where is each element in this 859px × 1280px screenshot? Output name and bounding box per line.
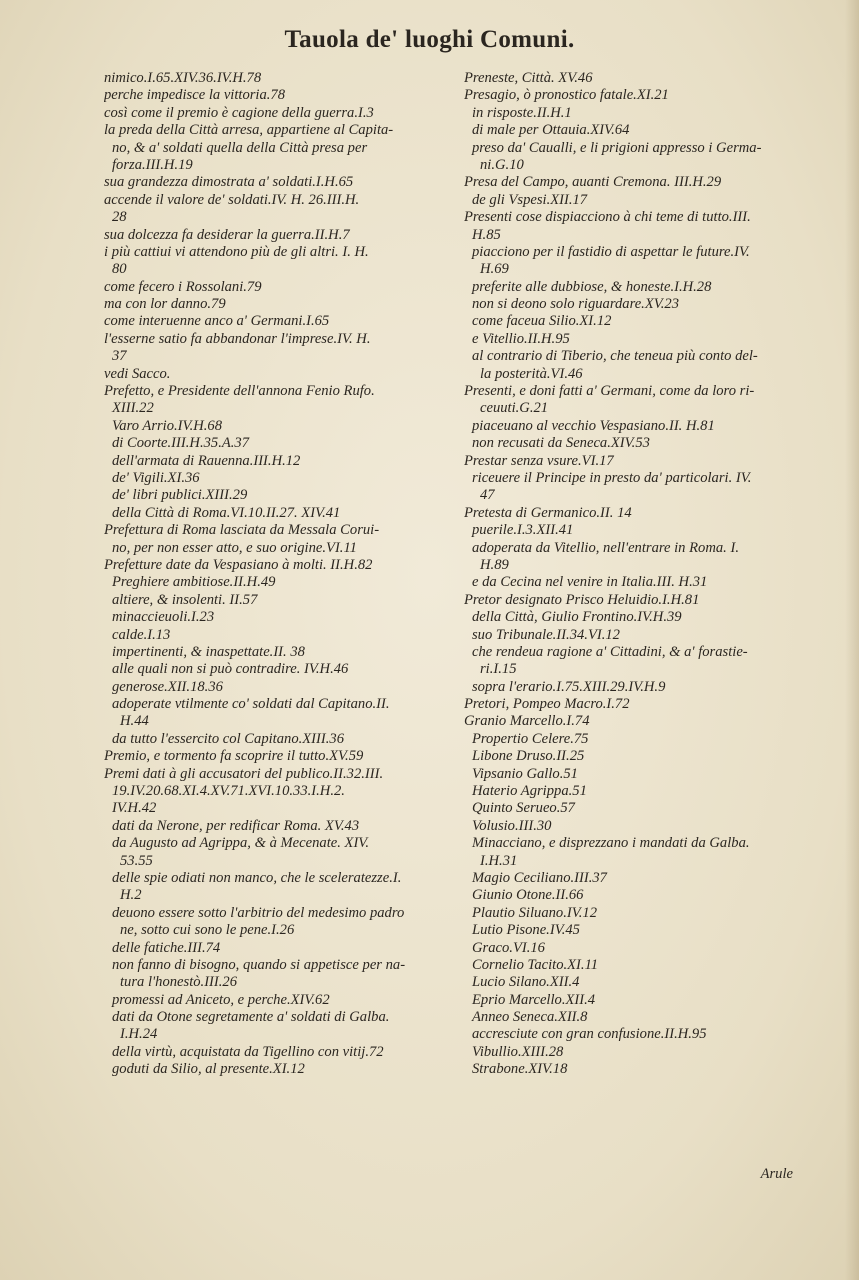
- index-entry: suo Tribunale.II.34.VI.12: [472, 626, 620, 643]
- index-entry: Giunio Otone.II.66: [472, 887, 584, 904]
- index-entry: forza.III.H.19: [112, 156, 193, 173]
- index-entry: piacciono per il fastidio di aspettar le future.IV.: [472, 243, 750, 260]
- index-entry: in risposte.II.H.1: [472, 104, 572, 121]
- index-entry: 37: [112, 348, 127, 365]
- index-entry: e da Cecina nel venire in Italia.III. H.31: [472, 574, 708, 591]
- index-column-right: [464, 70, 839, 1079]
- index-entry: Pretor designato Prisco Heluidio.I.H.81: [464, 591, 700, 608]
- index-entry: non si deono solo riguardare.XV.23: [472, 296, 680, 313]
- index-entry: Anneo Seneca.XII.8: [472, 1009, 588, 1026]
- index-entry: 47: [480, 487, 495, 504]
- index-entry: e Vitellio.II.H.95: [472, 330, 570, 347]
- index-entry: al contrario di Tiberio, che teneua più conto del-: [472, 348, 758, 365]
- index-entry: Minacciano, e disprezzano i mandati da Galba.: [472, 835, 750, 852]
- index-entry: Vibullio.XIII.28: [472, 1043, 564, 1060]
- index-entry: da Augusto ad Agrippa, & à Mecenate. XIV.: [112, 835, 369, 852]
- index-entry: Magio Ceciliano.III.37: [472, 869, 607, 886]
- index-entry: XIII.22: [112, 400, 154, 417]
- index-entry: Lucio Silano.XII.4: [472, 974, 580, 991]
- index-entry: impertinenti, & inaspettate.II. 38: [112, 643, 305, 660]
- index-entry: I.H.24: [120, 1026, 158, 1043]
- index-entry: Varo Arrio.IV.H.68: [112, 417, 223, 434]
- index-entry: l'esserne satio fa abbandonar l'imprese.IV. H.: [104, 330, 371, 347]
- index-entry: adoperate vtilmente co' soldati dal Capitano.II.: [112, 696, 390, 713]
- index-entry: calde.I.13: [112, 626, 171, 643]
- index-entry: altiere, & insolenti. II.57: [112, 591, 258, 608]
- index-entry: H.89: [480, 556, 509, 573]
- index-entry: sopra l'erario.I.75.XIII.29.IV.H.9: [472, 678, 666, 695]
- index-entry: Preghiere ambitiose.II.H.49: [112, 574, 276, 591]
- index-entry: Propertio Celere.75: [472, 730, 589, 747]
- index-entry: ni.G.10: [480, 156, 524, 173]
- index-entry: vedi Sacco.: [104, 365, 171, 382]
- page-edge-shadow: [845, 0, 859, 1280]
- index-entry: Pretesta di Germanico.II. 14: [464, 504, 632, 521]
- index-entry: come faceua Silio.XI.12: [472, 313, 612, 330]
- index-entry: Strabone.XIV.18: [472, 1061, 568, 1078]
- catchword: Arule: [760, 1166, 793, 1182]
- index-entry: della Città, Giulio Frontino.IV.H.39: [472, 609, 682, 626]
- index-entry: delle fatiche.III.74: [112, 939, 221, 956]
- index-entry: no, & a' soldati quella della Città presa per: [112, 139, 368, 156]
- index-entry: H.85: [472, 226, 501, 243]
- index-entry: promessi ad Aniceto, e perche.XIV.62: [112, 991, 330, 1008]
- index-entry: della virtù, acquistata da Tigellino con vitij.72: [112, 1043, 384, 1060]
- index-entry: delle spie odiati non manco, che le sceleratezze.I.: [112, 869, 402, 886]
- index-entry: puerile.I.3.XII.41: [472, 522, 574, 539]
- index-entry: Prefetto, e Presidente dell'annona Fenio Rufo.: [104, 383, 375, 400]
- index-entry: Eprio Marcello.XII.4: [472, 991, 596, 1008]
- index-entry: come interuenne anco a' Germani.I.65: [104, 313, 330, 330]
- index-entry: la posterità.VI.46: [480, 365, 583, 382]
- index-entry: Libone Druso.II.25: [472, 748, 585, 765]
- index-entry: non fanno di bisogno, quando si appetisce per na-: [112, 956, 406, 973]
- index-entry: Prefetture date da Vespasiano à molti. II.H.82: [104, 556, 373, 573]
- index-entry: 28: [112, 209, 127, 226]
- index-entry: IV.H.42: [112, 800, 157, 817]
- index-entry: riceuere il Principe in presto da' particolari. IV.: [472, 469, 752, 486]
- index-entry: che rendeua ragione a' Cittadini, & a' forastie-: [472, 643, 748, 660]
- index-entry: Presagio, ò pronostico fatale.XI.21: [464, 87, 669, 104]
- index-entry: Presa del Campo, auanti Cremona. III.H.29: [464, 174, 722, 191]
- index-entry: Quinto Serueo.57: [472, 800, 575, 817]
- index-entry: goduti da Silio, al presente.XI.12: [112, 1061, 305, 1078]
- index-entry: Premi dati à gli accusatori del publico.II.32.III.: [104, 765, 384, 782]
- index-entry: nimico.I.65.XIV.36.IV.H.78: [104, 70, 262, 86]
- index-entry: dell'armata di Rauenna.III.H.12: [112, 452, 301, 469]
- index-entry: H.2: [120, 887, 142, 904]
- page-title: Tauola de' luoghi Comuni.: [284, 26, 575, 53]
- index-entry: Prestar senza vsure.VI.17: [464, 452, 614, 469]
- index-entry: sua dolcezza fa desiderar la guerra.II.H.7: [104, 226, 350, 243]
- index-entry: generose.XII.18.36: [112, 678, 223, 695]
- index-entry: adoperata da Vitellio, nell'entrare in Roma. I.: [472, 539, 739, 556]
- index-entry: no, per non esser atto, e suo origine.VI.11: [112, 539, 357, 556]
- index-entry: de' Vigili.XI.36: [112, 469, 200, 486]
- index-entry: perche impedisce la vittoria.78: [104, 87, 286, 104]
- index-entry: I.H.31: [480, 852, 518, 869]
- index-entry: Prefettura di Roma lasciata da Messala Corui-: [104, 522, 380, 539]
- index-entry: i più cattiui vi attendono più de gli altri. I. H.: [104, 243, 369, 260]
- index-entry: Granio Marcello.I.74: [464, 713, 590, 730]
- index-entry: sua grandezza dimostrata a' soldati.I.H.65: [104, 174, 354, 191]
- index-entry: alle quali non si può contradire. IV.H.46: [112, 661, 349, 678]
- index-entry: Premio, e tormento fa scoprire il tutto.XV.59: [104, 748, 364, 765]
- index-entry: Lutio Pisone.IV.45: [472, 922, 580, 939]
- index-entry: Presenti cose dispiacciono à chi teme di tutto.III.: [464, 209, 751, 226]
- index-entry: preferite alle dubbiose, & honeste.I.H.28: [472, 278, 712, 295]
- index-entry: 80: [112, 261, 127, 278]
- index-entry: ma con lor danno.79: [104, 296, 226, 313]
- index-entry: di male per Ottauia.XIV.64: [472, 122, 630, 139]
- index-entry: 19.IV.20.68.XI.4.XV.71.XVI.10.33.I.H.2.: [112, 783, 345, 800]
- index-entry: piaceuano al vecchio Vespasiano.II. H.81: [472, 417, 715, 434]
- index-entry: Haterio Agrippa.51: [472, 783, 587, 800]
- index-entry: H.69: [480, 261, 509, 278]
- index-entry: ceuuti.G.21: [480, 400, 549, 417]
- index-entry: di Coorte.III.H.35.A.37: [112, 435, 250, 452]
- index-entry: della Città di Roma.VI.10.II.27. XIV.41: [112, 504, 341, 521]
- index-entry: deuono essere sotto l'arbitrio del medesimo padro: [112, 904, 405, 921]
- index-entry: preso da' Caualli, e li prigioni appresso i Germa-: [472, 139, 762, 156]
- index-entry: Volusio.III.30: [472, 817, 552, 834]
- index-entry: de' libri publici.XIII.29: [112, 487, 248, 504]
- index-entry: accresciute con gran confusione.II.H.95: [472, 1026, 707, 1043]
- index-entry: H.44: [120, 713, 149, 730]
- index-entry: Vipsanio Gallo.51: [472, 765, 578, 782]
- index-entry: Preneste, Città. XV.46: [464, 70, 593, 86]
- index-entry: Cornelio Tacito.XI.11: [472, 956, 599, 973]
- index-entry: la preda della Città arresa, appartiene al Capita-: [104, 122, 394, 139]
- index-entry: Pretori, Pompeo Macro.I.72: [464, 696, 630, 713]
- index-entry: così come il premio è cagione della guerra.I.3: [104, 104, 374, 121]
- index-entry: Presenti, e doni fatti a' Germani, come da loro ri-: [464, 383, 755, 400]
- index-column-left: [104, 70, 479, 1079]
- index-entry: non recusati da Seneca.XIV.53: [472, 435, 650, 452]
- index-entry: ri.I.15: [480, 661, 517, 678]
- index-entry: da tutto l'essercito col Capitano.XIII.36: [112, 730, 344, 747]
- index-entry: dati da Nerone, per redificar Roma. XV.43: [112, 817, 360, 834]
- index-entry: Plautio Siluano.IV.12: [472, 904, 597, 921]
- index-entry: ne, sotto cui sono le pene.I.26: [120, 922, 295, 939]
- index-entry: Graco.VI.16: [472, 939, 545, 956]
- index-entry: dati da Otone segretamente a' soldati di Galba.: [112, 1009, 390, 1026]
- index-entry: accende il valore de' soldati.IV. H. 26.III.H.: [104, 191, 360, 208]
- index-entry: 53.55: [120, 852, 153, 869]
- index-entry: tura l'honestò.III.26: [120, 974, 238, 991]
- index-entry: come fecero i Rossolani.79: [104, 278, 262, 295]
- index-entry: de gli Vspesi.XII.17: [472, 191, 588, 208]
- index-entry: minaccieuoli.I.23: [112, 609, 215, 626]
